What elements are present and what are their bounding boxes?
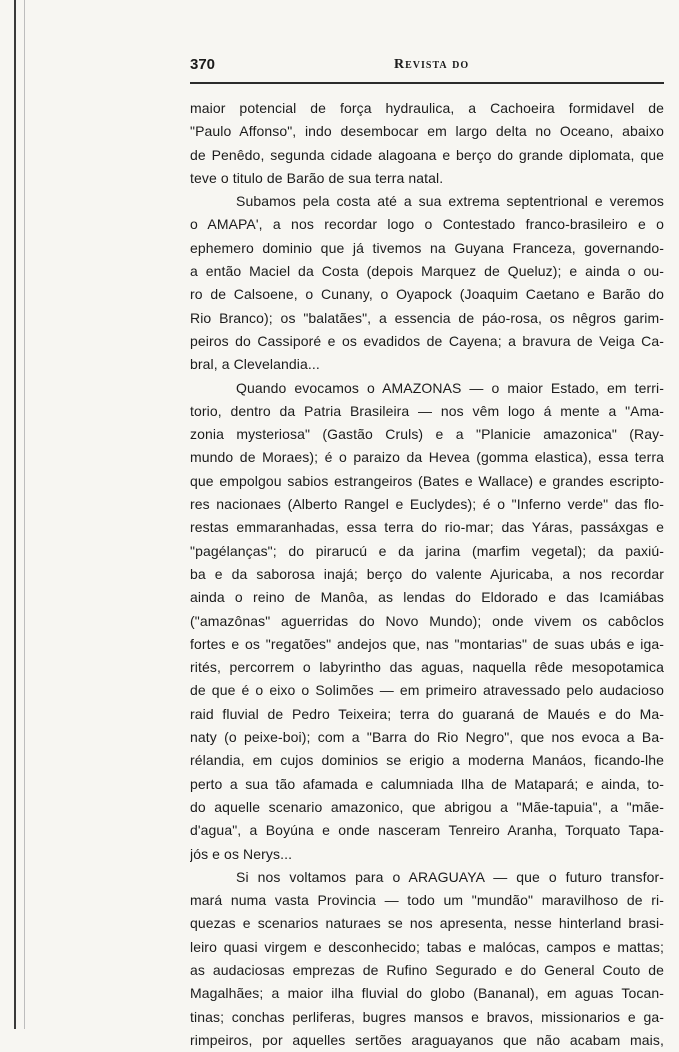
- running-title: Revista do: [394, 57, 470, 72]
- text-line: naty (o peixe-boi); com a "Barra do Rio Negro", que nos evoca a Ba-: [190, 729, 664, 746]
- binding-edge: [14, 0, 16, 1029]
- text-line: torio, dentro da Patria Brasileira — nos vêm logo á mente a "Ama-: [190, 402, 664, 419]
- page-header: [190, 56, 658, 84]
- text-line: de que é o eixo o Solimões — em primeiro atravessado pelo audacioso: [190, 682, 664, 699]
- text-line: Magalhães; a maior ilha fluvial do globo (Bananal), em aguas Tocan-: [190, 985, 664, 1002]
- text-line: rélandia, em cujos dominios se erigio a moderna Manáos, ficando-lhe: [190, 752, 664, 769]
- text-line: ba e da saborosa inajá; berço do valente Ajuricaba, a nos recordar: [190, 565, 664, 582]
- text-line: raid fluvial de Pedro Teixeira; terra do guaraná de Maués e do Ma-: [190, 705, 664, 722]
- text-line: do aquelle scenario amazonico, que abrigou a "Mãe-tapuia", a "mãe-: [190, 798, 664, 815]
- text-line: ro de Calsoene, o Cunany, o Oyapock (Joaquim Caetano e Barão do: [190, 286, 664, 303]
- text-line: Subamos pela costa até a sua extrema septentrional e veremos: [236, 193, 664, 210]
- text-line: o AMAPA', a nos recordar logo o Contestado franco-brasileiro e o: [190, 216, 664, 233]
- text-line: perto a sua tão afamada e calumniada Ilha de Matapará; e ainda, to-: [190, 775, 664, 792]
- page-number: 370: [190, 56, 216, 73]
- header-rule: [190, 82, 664, 84]
- text-line: maior potencial de força hydraulica, a Cachoeira formidavel de: [190, 100, 664, 116]
- text-line: bral, a Clevelandia...: [190, 356, 320, 373]
- text-line: as audaciosas emprezas de Rufino Segurado e do General Couto de: [190, 961, 664, 978]
- text-line: ainda o reino de Manôa, as lendas do Eldorado e das Icamiábas: [190, 589, 664, 606]
- text-line: tinas; conchas perliferas, bugres mansos e bravos, missionarios e ga-: [190, 1008, 664, 1025]
- body-text: [190, 97, 664, 1052]
- text-line: d'agua", a Boyúna e onde nasceram Tenreiro Aranha, Torquato Tapa-: [190, 822, 664, 839]
- text-line: res nacionaes (Alberto Rangel e Euclydes); é o "Inferno verde" das flo-: [190, 496, 664, 513]
- text-line: mundo de Moraes); é o paraizo da Hevea (gomma elastica), essa terra: [190, 449, 664, 466]
- text-line: jós e os Nerys...: [190, 845, 293, 862]
- text-line: teve o titulo de Barão de sua terra natal.: [190, 169, 444, 186]
- text-line: leiro quasi virgem e desconhecido; tabas e malócas, campos e mattas;: [190, 938, 664, 955]
- text-line: Quando evocamos o AMAZONAS — o maior Estado, em terri-: [236, 379, 664, 396]
- text-line: Rio Branco); os "balatães", a essencia de páo-rosa, os nêgros garim-: [190, 309, 664, 326]
- text-line: "Paulo Affonso", indo desembocar em largo delta no Oceano, abaixo: [190, 123, 664, 140]
- text-line: restas emmaranhadas, essa terra do rio-mar; das Yáras, passáxgas e: [190, 519, 664, 536]
- text-line: "pagélanças"; do pirarucú e da jarina (marfim vegetal); da paxiú-: [190, 542, 664, 559]
- text-line: ephemero dominio que já tivemos na Guyana Franceza, governando-: [190, 239, 664, 256]
- binding-edge-shadow: [24, 0, 25, 1029]
- text-line: de Penêdo, segunda cidade alagoana e berço do grande diplomata, que: [190, 146, 664, 163]
- text-line: Si nos voltamos para o ARAGUAYA — que o futuro transfor-: [236, 868, 664, 885]
- text-line: a então Maciel da Costa (depois Marquez de Queluz); e ainda o ou-: [190, 263, 664, 280]
- text-line: que empolgou sabios estrangeiros (Bates e Wallace) e grandes escripto-: [190, 472, 664, 489]
- text-line: fortes e os "regatões" andejos que, nas "montarias" de suas ubás e iga-: [190, 635, 664, 652]
- text-line: mará numa vasta Provincia — todo um "mundão" maravilhoso de ri-: [190, 892, 664, 909]
- text-line: rités, percorrem o labyrintho das aguas, naquella rêde mesopotamica: [190, 659, 664, 676]
- text-line: quezas e scenarios naturaes se nos apresenta, nesse hinterland brasi-: [190, 915, 664, 932]
- text-line: peiros do Cassiporé e os evadidos de Cayena; a bravura de Veiga Ca-: [190, 332, 664, 349]
- text-line: ("amazônas" aguerridas do Novo Mundo); onde vivem os cabôclos: [190, 612, 664, 629]
- text-line: zonia mysteriosa" (Gastão Cruls) e a "Planicie amazonica" (Ray-: [190, 426, 664, 443]
- text-line: rimpeiros, por aquelles sertões araguayanos que não acabam mais,: [190, 1031, 664, 1048]
